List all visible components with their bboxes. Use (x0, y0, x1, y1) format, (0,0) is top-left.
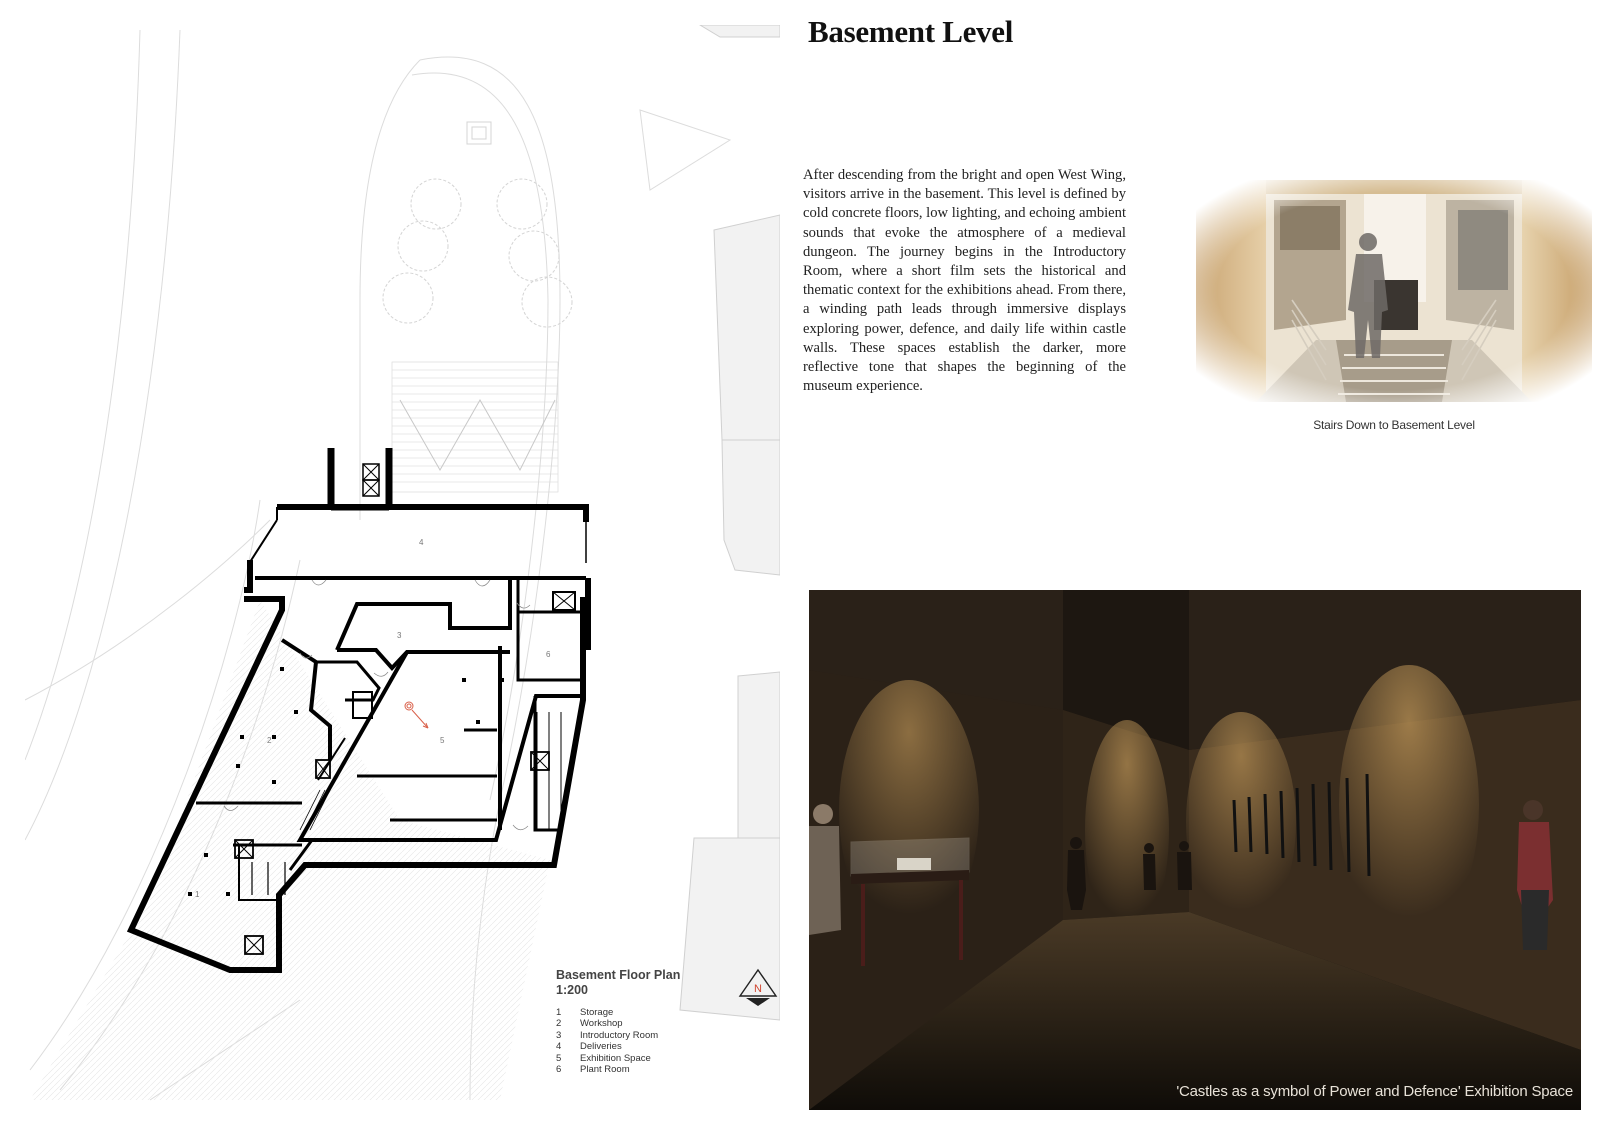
basement-floor-plan (25, 25, 780, 1110)
room-label-6: 6 (546, 650, 551, 659)
plan-title: Basement Floor Plan (556, 968, 681, 982)
stairs-caption: Stairs Down to Basement Level (1313, 418, 1475, 432)
legend-item: 2 Workshop (556, 1018, 623, 1030)
room-label-3: 3 (397, 631, 402, 640)
trees (383, 122, 572, 327)
plan-scale: 1:200 (556, 983, 588, 997)
exhibition-scene (809, 590, 1581, 1110)
neighbouring-buildings (680, 25, 780, 1020)
stairs-render-image (1196, 180, 1592, 402)
room-label-2: 2 (267, 736, 272, 745)
legend-item: 5 Exhibition Space (556, 1052, 651, 1064)
exhibit-caption: 'Castles as a symbol of Power and Defence' Exhibition Space (1176, 1083, 1573, 1100)
intro-paragraph: After descending from the bright and open West Wing, visitors arrive in the basement. This level is defined by cold concrete floors, low lighting, and echoing ambient sounds that evoke the atmosphere of a medieval dungeon. The journey begins in the Introductory Room, where a short film sets the historical and thematic context for the exhibitions ahead. From there, a winding path leads through immersive displays exploring power, defence, and daily life within castle walls. These spaces establish the darker, more reflective tone that shapes the beginning of the museum experience. (803, 167, 1127, 395)
north-label: N (754, 983, 762, 995)
legend-item: 3 Introductory Room (556, 1029, 659, 1041)
legend-item: 4 Deliveries (556, 1041, 622, 1053)
legend-item: 6 Plant Room (556, 1064, 630, 1076)
room-label-1: 1 (195, 890, 200, 899)
page-title: Basement Level (808, 14, 1014, 49)
room-label-5: 5 (440, 736, 445, 745)
paved-area (30, 600, 550, 1100)
north-arrow-icon (738, 968, 778, 1008)
legend-item: 1 Storage (556, 1007, 614, 1018)
external-steps (392, 362, 558, 492)
room-label-4: 4 (419, 538, 424, 547)
visitor-direction-marker (405, 702, 428, 728)
exhibition-render-image (809, 590, 1581, 1110)
plan-legend (556, 968, 716, 1075)
